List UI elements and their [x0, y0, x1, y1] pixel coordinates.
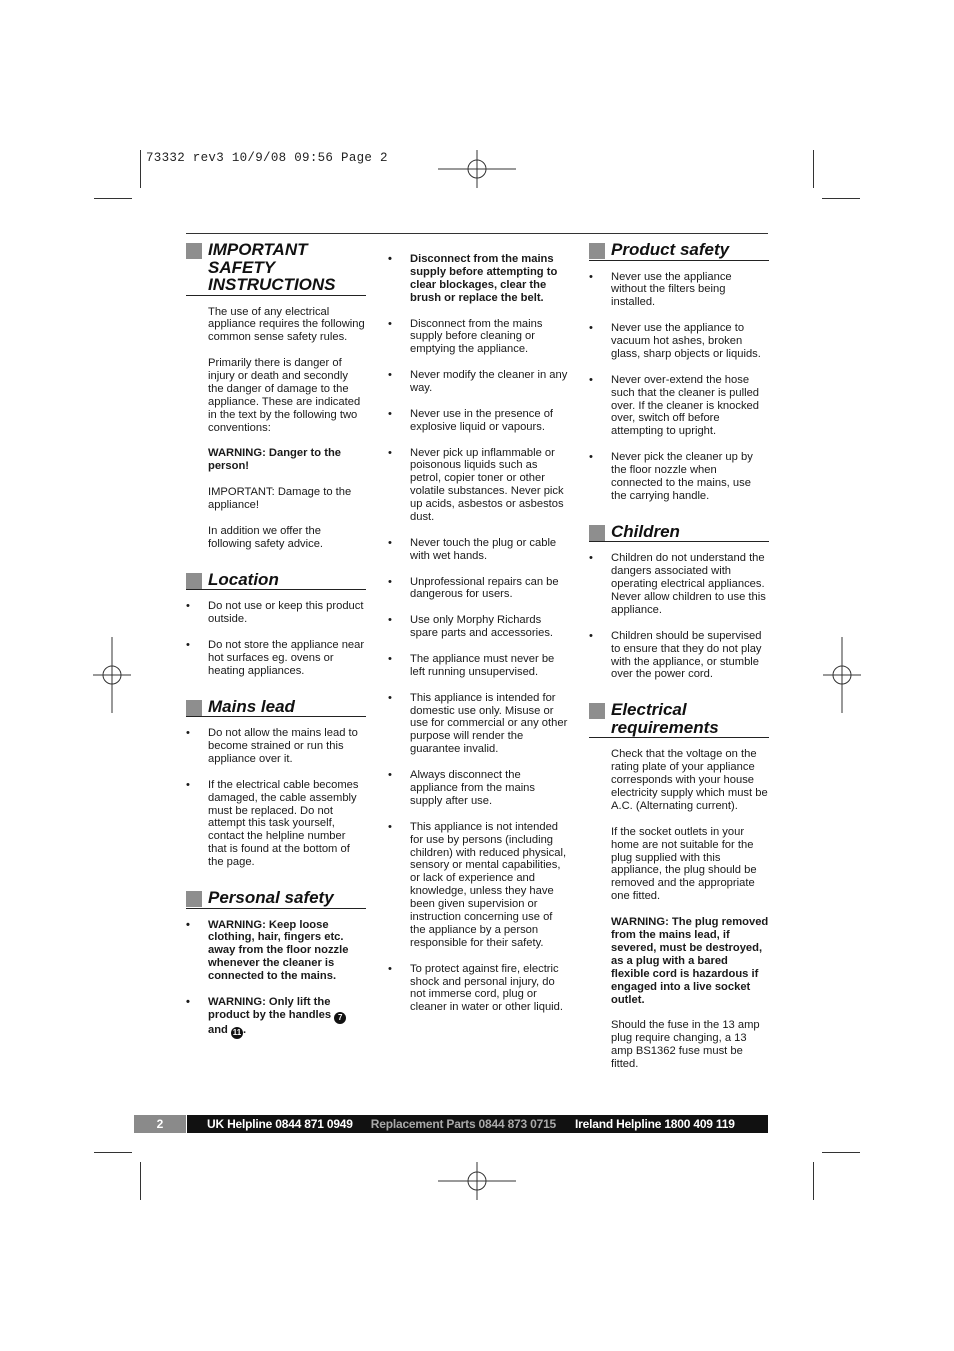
- section-personal-safety: [186, 890, 366, 1039]
- list-item: • Do not store the appliance near hot surfaces eg. ovens or heating appliances.: [186, 639, 366, 678]
- registration-mark-icon: [823, 637, 861, 713]
- section-electrical-requirements: [589, 702, 769, 1071]
- heading-text: Location: [208, 569, 279, 589]
- list-item: • Use only Morphy Richards spare parts and accessories.: [388, 614, 568, 640]
- item-text: WARNING: Only lift the product by the handles: [208, 995, 332, 1021]
- registration-mark-icon: [93, 637, 131, 713]
- list-item: • This appliance is not intended for use by persons (including children) with reduced physical, sensory or mental capabilities, or lack of experience and knowledge, unless they have been given supervision or instruction concerning use of the appliance by a person responsible for their safety.: [388, 821, 568, 950]
- paragraph: The use of any electrical appliance requires the following common sense safety rules.: [208, 305, 365, 344]
- crop-mark: [822, 198, 860, 199]
- list-item: • The appliance must never be left running unsupervised.: [388, 653, 568, 679]
- heading-square-icon: [589, 243, 605, 259]
- warning-paragraph: WARNING: Danger to the person!: [208, 447, 342, 473]
- list-item: [186, 996, 366, 1039]
- list-item: • Unprofessional repairs can be dangerous for users.: [388, 576, 568, 602]
- section-heading: [186, 890, 366, 909]
- section-mains-lead: [186, 696, 366, 869]
- list-item: • Do not use or keep this product outside.: [186, 600, 366, 626]
- list-item: • To protect against fire, electric shock and personal injury, do not immerse cord, plug or cleaner in water or other liquid.: [388, 963, 568, 1015]
- section-heading-important: [186, 242, 366, 296]
- helpline-bar: [187, 1115, 768, 1133]
- list-item: • Never pick the cleaner up by the floor nozzle when connected to the mains, use the carrying handle.: [589, 451, 769, 503]
- list-item: • Never use the appliance without the filters being installed.: [589, 271, 769, 310]
- crop-mark: [94, 198, 132, 199]
- list-item: • If the electrical cable becomes damaged, the cable assembly must be replaced. Do not attempt this task yourself, contact the helpline number that is found at the bottom of the page.: [186, 779, 366, 869]
- list-item: • WARNING: Keep loose clothing, hair, fingers etc. away from the floor nozzle whenever the cleaner is connected to the mains.: [186, 919, 366, 984]
- list-item: • Never over-extend the hose such that the cleaner is pulled over. If the cleaner is knocked over, switch off before attempting to upright.: [589, 374, 769, 439]
- paragraph: Check that the voltage on the rating plate of your appliance corresponds with your house electricity supply which must be A.C. (Alternating current).: [611, 748, 768, 812]
- replacement-parts-helpline: Replacement Parts 0844 873 0715: [370, 1117, 557, 1131]
- page-number: 2: [134, 1115, 186, 1133]
- column-2: [388, 253, 568, 1027]
- list-item: • Never use the appliance to vacuum hot ashes, broken glass, sharp objects or liquids.: [589, 322, 769, 361]
- section-product-safety: [589, 242, 769, 503]
- item-text: and: [208, 1023, 228, 1036]
- paragraph: In addition we offer the following safety advice.: [208, 524, 324, 550]
- list-item: • Always disconnect the appliance from the mains supply after use.: [388, 769, 568, 808]
- ireland-helpline: Ireland Helpline 1800 409 119: [575, 1117, 735, 1131]
- registration-mark-icon: [438, 1162, 516, 1200]
- list-item: • Never touch the plug or cable with wet hands.: [388, 537, 568, 563]
- crop-mark: [813, 150, 814, 188]
- section-heading: [186, 569, 366, 591]
- print-slug: 73332 rev3 10/9/08 09:56 Page 2: [146, 151, 388, 165]
- heading-square-icon: [186, 891, 202, 907]
- section-heading: [589, 521, 769, 543]
- list-item: • Children should be supervised to ensure that they do not play with the appliance, or stumble over the power cord.: [589, 630, 769, 682]
- section-heading: [589, 702, 769, 738]
- paragraph: Should the fuse in the 13 amp plug require changing, a 13 amp BS1362 fuse must be fitted.: [611, 1019, 760, 1071]
- callout-number-icon: 11: [232, 1027, 242, 1037]
- heading-text: Product safety: [611, 240, 730, 259]
- heading-text: Children: [611, 521, 680, 541]
- crop-mark: [140, 150, 141, 188]
- heading-square-icon: [186, 573, 202, 589]
- paragraph: If the socket outlets in your home are not suitable for the plug supplied with this appliance, the plug should be removed and the appropriate one fitted.: [611, 825, 757, 903]
- heading-text: Mains lead: [208, 696, 295, 716]
- list-item: • Never pick up inflammable or poisonous liquids such as petrol, copier toner or other volatile substances. Never pick up acids, asbestos or asbestos dust.: [388, 447, 568, 524]
- section-heading: [589, 242, 769, 261]
- registration-mark-icon: [438, 150, 516, 188]
- crop-mark: [822, 1152, 860, 1153]
- footer-bar: [134, 1115, 768, 1133]
- paragraph: IMPORTANT: Damage to the appliance!: [208, 486, 352, 512]
- heading-line: IMPORTANT: [208, 240, 308, 259]
- paragraph: Primarily there is danger of injury or death and secondly the danger of damage to the appliance. These are indicated in the text by the following two conventions:: [208, 357, 361, 434]
- list-item: • Never use in the presence of explosive liquid or vapours.: [388, 408, 568, 434]
- list-item: • Do not allow the mains lead to become strained or run this appliance over it.: [186, 727, 366, 766]
- heading-line: SAFETY: [208, 257, 276, 277]
- crop-mark: [140, 1162, 141, 1200]
- crop-mark: [94, 1152, 132, 1153]
- section-children: [589, 521, 769, 682]
- heading-text: Personal safety: [208, 888, 334, 908]
- uk-helpline: UK Helpline 0844 871 0949: [207, 1117, 353, 1131]
- heading-square-icon: [589, 525, 605, 541]
- list-item: • Never modify the cleaner in any way.: [388, 369, 568, 395]
- crop-mark: [813, 1162, 814, 1200]
- column-3: [589, 242, 769, 1084]
- top-rule: [186, 233, 768, 234]
- section-location: [186, 569, 366, 678]
- callout-number-icon: 7: [334, 1012, 346, 1024]
- item-text: .: [243, 1023, 247, 1036]
- heading-square-icon: [186, 243, 202, 259]
- list-item: • This appliance is intended for domestic use only. Misuse or use for commercial or any other purpose will render the guarantee invalid.: [388, 692, 568, 757]
- list-item: • Children do not understand the dangers associated with operating electrical appliances. Never allow children to use this appliance.: [589, 552, 769, 617]
- column-1: [186, 242, 366, 1052]
- heading-square-icon: [186, 700, 202, 716]
- heading-line: INSTRUCTIONS: [208, 275, 336, 294]
- heading-line: Electrical: [611, 700, 687, 720]
- list-item: • Disconnect from the mains supply before attempting to clear blockages, clear the brush or replace the belt.: [388, 253, 568, 305]
- section-heading: [186, 696, 366, 718]
- warning-paragraph: WARNING: The plug removed from the mains lead, if severed, must be destroyed, as a plug with a bared flexible cord is hazardous if engaged into a live socket outlet.: [611, 916, 769, 1006]
- heading-line: requirements: [611, 717, 719, 737]
- list-item: • Disconnect from the mains supply before cleaning or emptying the appliance.: [388, 318, 568, 357]
- important-intro: [186, 306, 366, 551]
- heading-square-icon: [589, 703, 605, 719]
